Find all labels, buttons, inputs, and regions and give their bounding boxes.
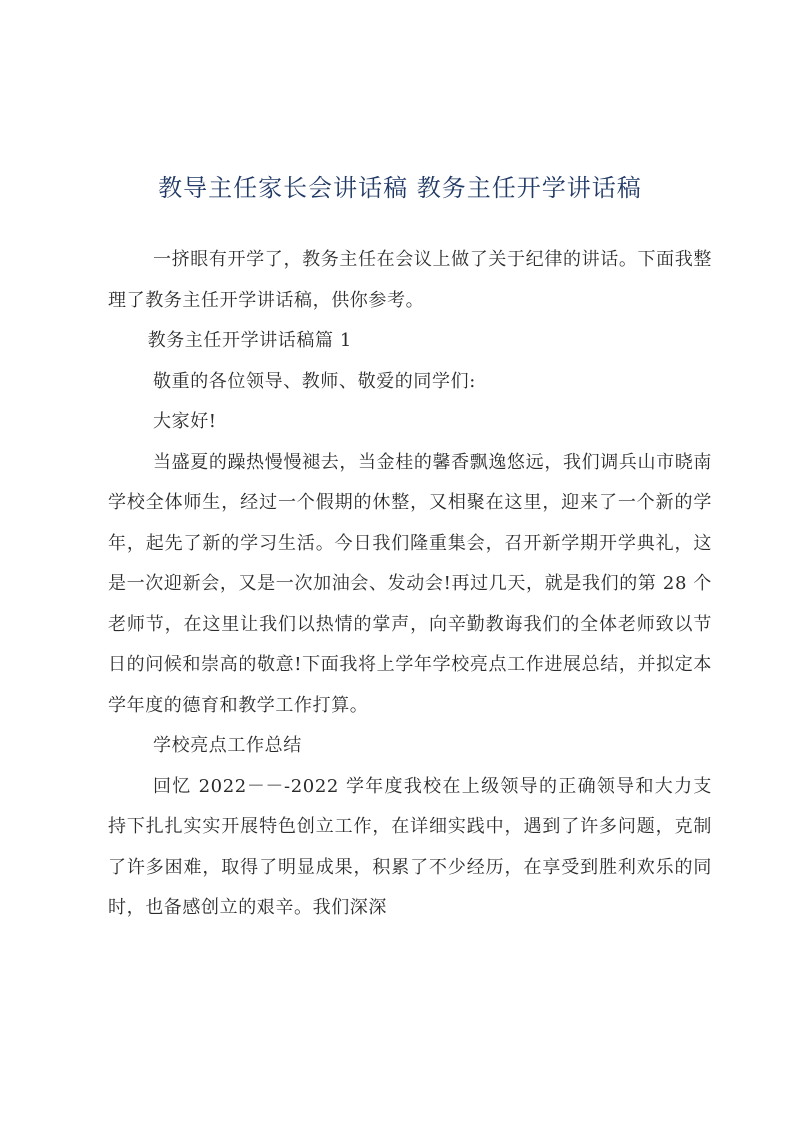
section-heading-speech-1: 教务主任开学讲话稿篇 1	[147, 330, 352, 351]
document-body	[108, 240, 712, 929]
paragraph-intro: 一挤眼有开学了，教务主任在会议上做了关于纪律的讲话。下面我整理了教务主任开学讲话稿，供你参考。	[108, 249, 712, 311]
paragraph-greeting: 大家好!	[153, 411, 217, 432]
section-heading-summary: 学校亮点工作总结	[153, 735, 302, 756]
document-title: 教导主任家长会讲话稿 教务主任开学讲话稿	[158, 174, 642, 202]
paragraph-opening: 当盛夏的躁热慢慢褪去，当金桂的馨香飘逸悠远，我们调兵山市晓南学校全体师生，经过一个假期的休整，又相聚在这里，迎来了一个新的学年，起先了新的学习生活。今日我们隆重集会，召开新学期开学典礼，这是一次迎新会，又是一次加油会、发动会!再过几天，就是我们的第 28 个老师节，在这里让我们以热情的掌声，向辛勤教诲我们的全体老师致以节日的问候和崇高的敬意!下面我将上学年学校亮点工作进展总结，并拟定本学年度的德育和教学工作打算。	[108, 451, 712, 716]
paragraph-review: 回忆 2022－－-2022 学年度我校在上级领导的正确领导和大力支持下扎扎实实开展特色创立工作，在详细实践中，遇到了许多问题，克制了许多困难，取得了明显成果，积累了不少经历，在享受到胜利欢乐的同时，也备感创立的艰辛。我们深深	[108, 775, 712, 918]
paragraph-salutation: 敬重的各位领导、教师、敬爱的同学们:	[153, 370, 476, 392]
